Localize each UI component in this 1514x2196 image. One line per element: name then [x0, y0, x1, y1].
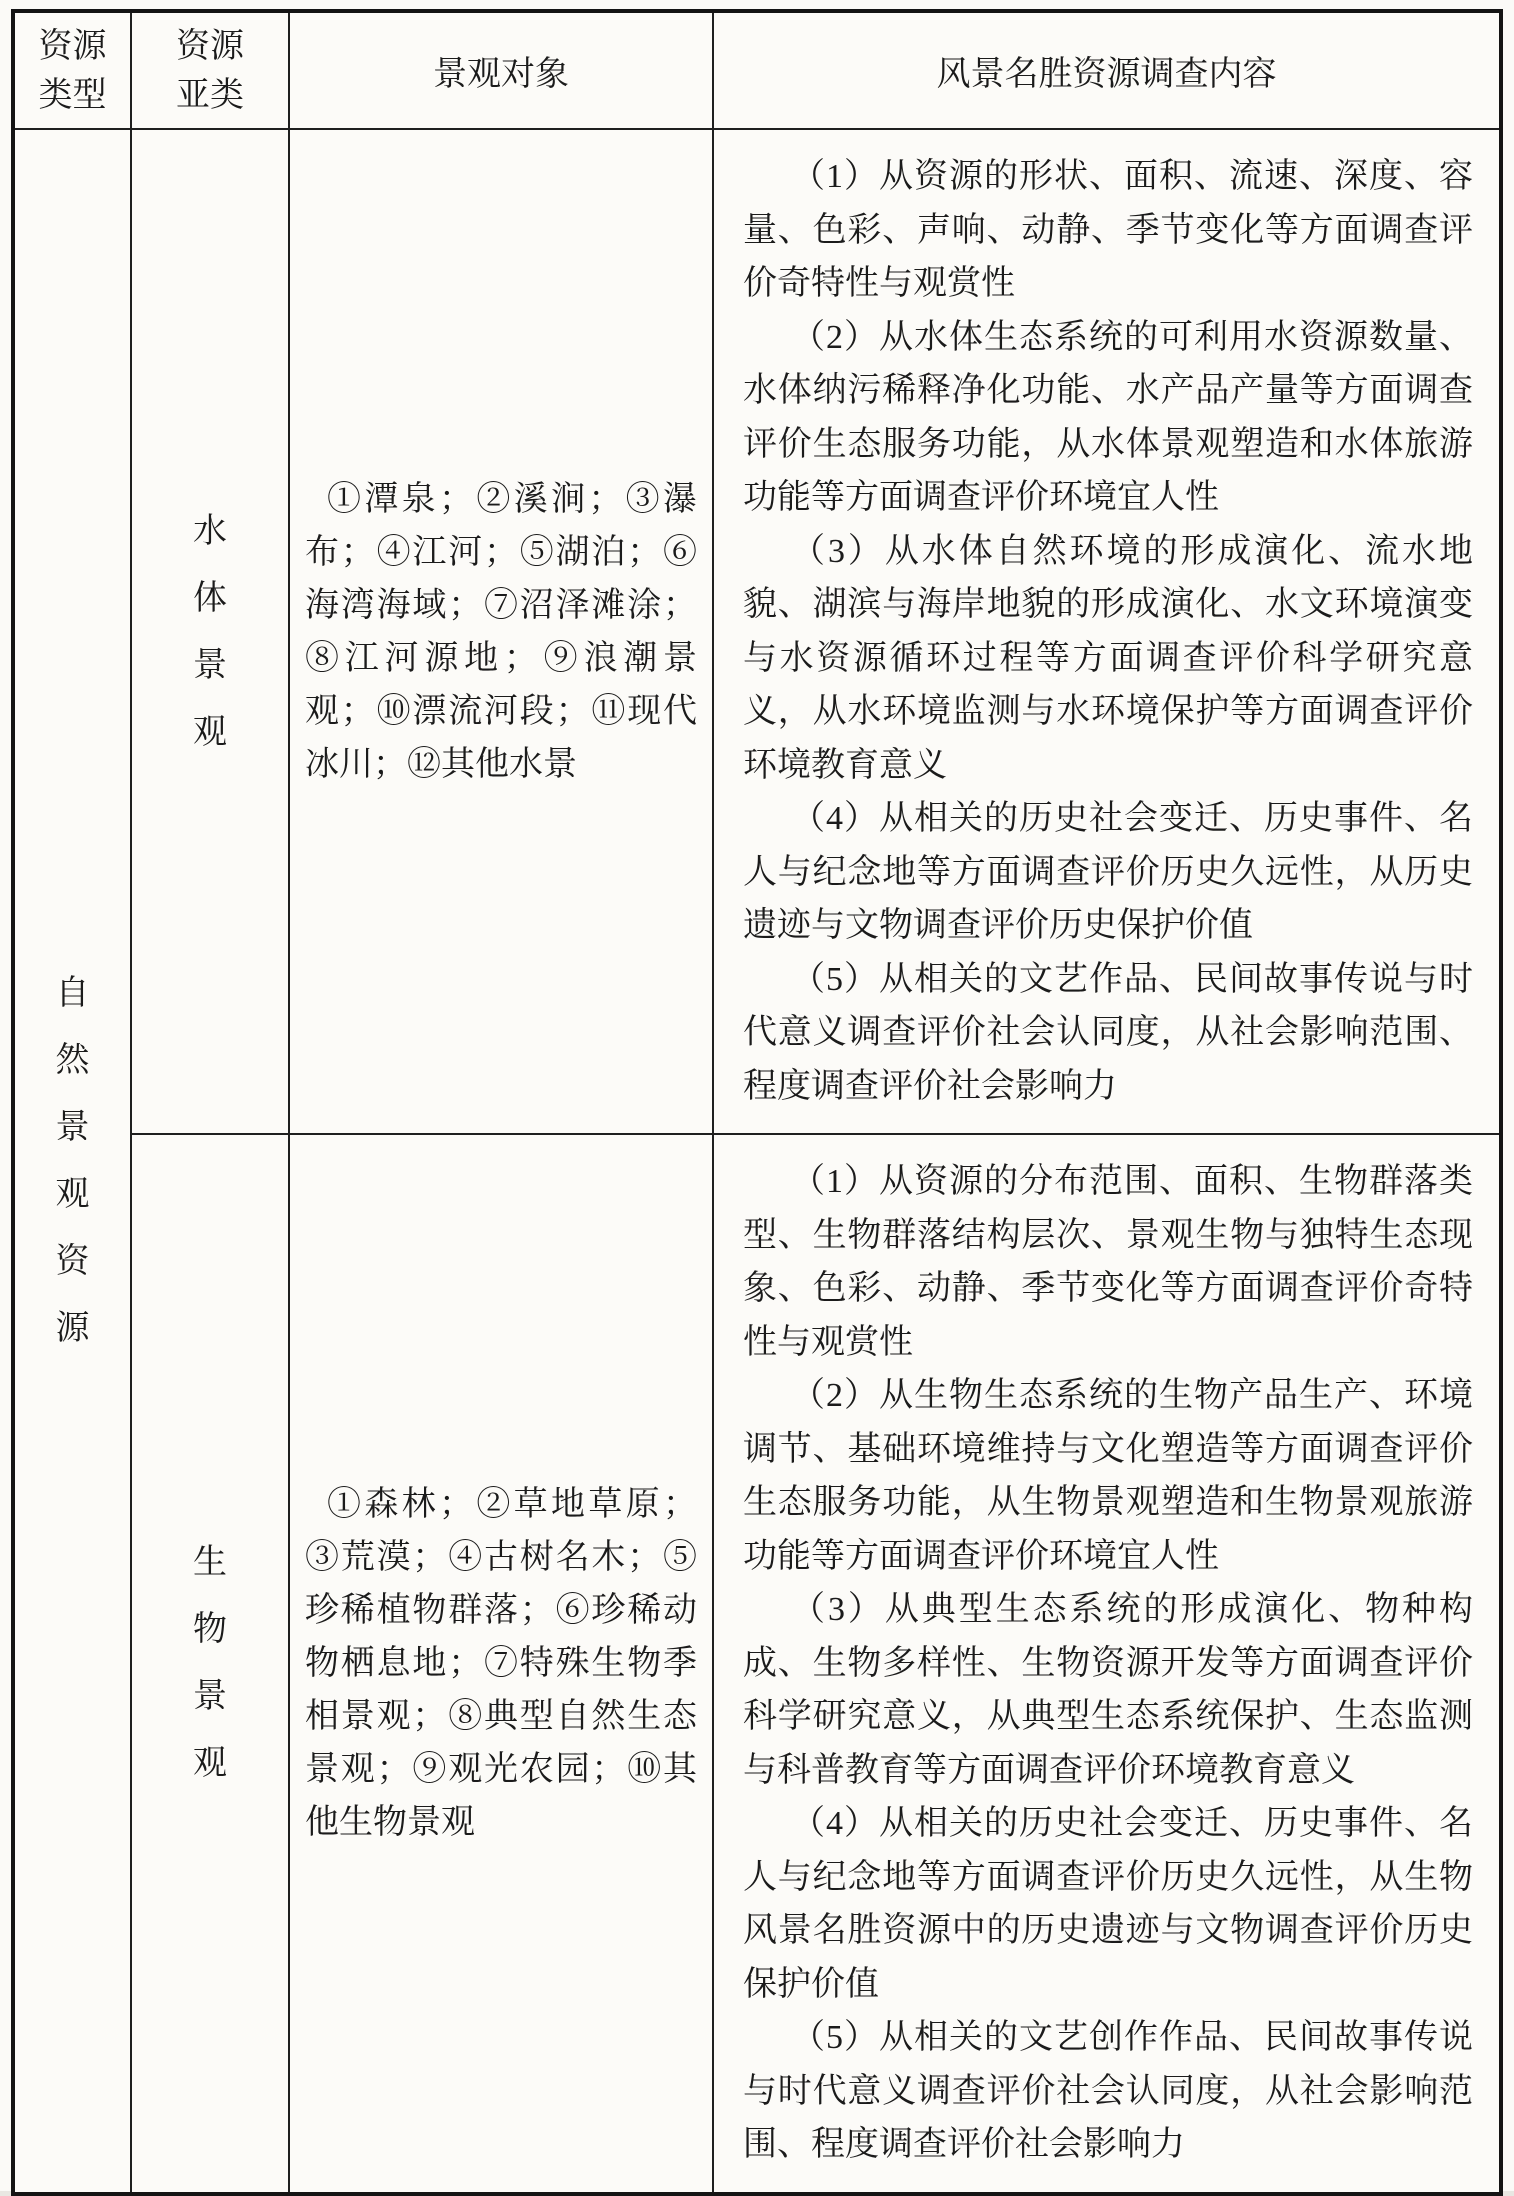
scenic-resource-table — [11, 9, 1503, 2196]
cell-objects-biology — [289, 1134, 713, 2194]
header-resource-type-label: 资源类型 — [38, 27, 107, 114]
survey-water-item-4: （4）从相关的历史社会变迁、历史事件、名人与纪念地等方面调查评价历史久远性，从历史遗迹与文物调查评价历史保护价值 — [743, 800, 1473, 944]
header-row — [13, 11, 1501, 129]
header-resource-type — [13, 11, 131, 129]
objects-biology-text: ①森林；②草地草原；③荒漠；④古树名木；⑤珍稀植物群落；⑥珍稀动物栖息地；⑦特殊生物季相景观；⑧典型自然生态景观；⑨观光农园；⑩其他生物景观 — [305, 1485, 697, 1841]
header-landscape-object: 景观对象 — [289, 11, 713, 129]
survey-water-item-5: （5）从相关的文艺作品、民间故事传说与时代意义调查评价社会认同度，从社会影响范围、程度调查评价社会影响力 — [743, 960, 1473, 1105]
cell-subtype-biology — [131, 1134, 289, 2194]
survey-biology-item-4: （4）从相关的历史社会变迁、历史事件、名人与纪念地等方面调查评价历史久远性，从生物风景名胜资源中的历史遗迹与文物调查评价历史保护价值 — [743, 1805, 1473, 2003]
header-resource-subtype — [131, 11, 289, 129]
survey-water-item-1: （1）从资源的形状、面积、流速、深度、容量、色彩、声响、动静、季节变化等方面调查评价奇特性与观赏性 — [743, 158, 1473, 302]
subtype-water-label: 水体景观 — [193, 512, 227, 751]
cell-objects-water — [289, 129, 713, 1134]
survey-biology-item-1: （1）从资源的分布范围、面积、生物群落类型、生物群落结构层次、景观生物与独特生态现象、色彩、动静、季节变化等方面调查评价奇特性与观赏性 — [743, 1163, 1473, 1361]
objects-water-text: ①潭泉；②溪涧；③瀑布；④江河；⑤湖泊；⑥海湾海域；⑦沼泽滩涂；⑧江河源地；⑨浪潮景观；⑩漂流河段；⑪现代冰川；⑫其他水景 — [305, 480, 697, 783]
cell-resource-type — [13, 129, 131, 2194]
cell-survey-water — [713, 129, 1501, 1134]
row-biological-landscape — [13, 1134, 1501, 2194]
survey-biology-item-3: （3）从典型生态系统的形成演化、物种构成、生物多样性、生物资源开发等方面调查评价科学研究意义，从典型生态系统保护、生态监测与科普教育等方面调查评价环境教育意义 — [743, 1591, 1473, 1789]
survey-biology-item-5: （5）从相关的文艺创作作品、民间故事传说与时代意义调查评价社会认同度，从社会影响范围、程度调查评价社会影响力 — [743, 2019, 1473, 2163]
resource-type-label: 自然景观资源 — [55, 974, 90, 1347]
survey-water-item-3: （3）从水体自然环境的形成演化、流水地貌、湖滨与海岸地貌的形成演化、水文环境演变与水资源循环过程等方面调查评价科学研究意义，从水环境监测与水环境保护等方面调查评价环境教育意义 — [743, 532, 1473, 784]
survey-water-item-2: （2）从水体生态系统的可利用水资源数量、水体纳污稀释净化功能、水产品产量等方面调查评价生态服务功能，从水体景观塑造和水体旅游功能等方面调查评价环境宜人性 — [743, 318, 1473, 516]
cell-survey-biology — [713, 1134, 1501, 2194]
header-resource-subtype-label: 资源亚类 — [176, 27, 244, 114]
row-water-landscape — [13, 129, 1501, 1134]
survey-biology-item-2: （2）从生物生态系统的生物产品生产、环境调节、基础环境维持与文化塑造等方面调查评价生态服务功能，从生物景观塑造和生物景观旅游功能等方面调查评价环境宜人性 — [743, 1377, 1473, 1575]
header-survey-content: 风景名胜资源调查内容 — [713, 11, 1501, 129]
subtype-biology-label: 生物景观 — [193, 1544, 227, 1783]
cell-subtype-water — [131, 129, 289, 1134]
